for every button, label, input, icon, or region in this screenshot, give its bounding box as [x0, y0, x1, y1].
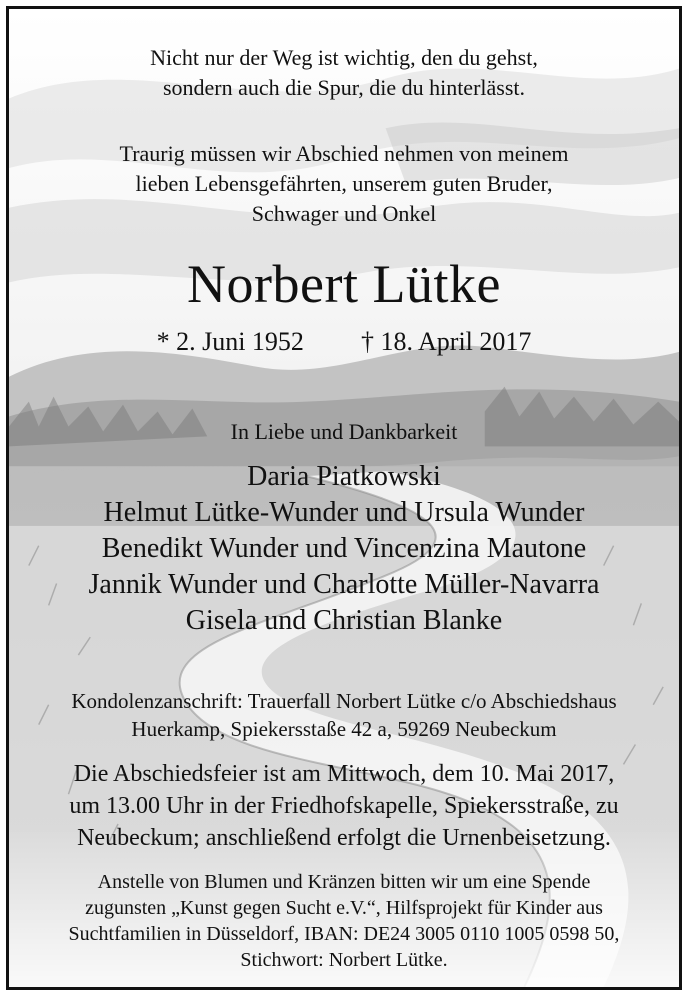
- birth-date: * 2. Juni 1952: [156, 327, 304, 356]
- mourner-name: Daria Piatkowski: [247, 461, 441, 492]
- mourner-name: Gisela und Christian Blanke: [185, 605, 503, 636]
- service-line-3: Neubeckum; anschließend erfolgt die Urnenbeisetzung.: [77, 825, 611, 851]
- gratitude-line: In Liebe und Dankbarkeit: [230, 419, 458, 444]
- intro-line-2: lieben Lebensgefährten, unserem guten Bruder,: [135, 171, 553, 196]
- donation-line-2: zugunsten „Kunst gegen Sucht e.V.“, Hilfsprojekt für Kinder aus: [85, 897, 603, 919]
- deceased-name: Norbert Lütke: [187, 254, 501, 314]
- service-line-1: Die Abschiedsfeier ist am Mittwoch, dem 10. Mai 2017,: [73, 761, 615, 787]
- mourner-name: Benedikt Wunder und Vincenzina Mautone: [101, 533, 587, 564]
- obituary-text: [9, 9, 679, 987]
- donation-line-1: Anstelle von Blumen und Kränzen bitten wir um eine Spende: [97, 871, 591, 893]
- donation-line-3: Suchtfamilien in Düsseldorf, IBAN: DE24 3005 0110 1005 0598 50,: [68, 923, 620, 945]
- motto-line-2: sondern auch die Spur, die du hinterlässt.: [162, 75, 526, 100]
- service-line-2: um 13.00 Uhr in der Friedhofskapelle, Spiekersstraße, zu: [69, 793, 619, 819]
- death-date: † 18. April 2017: [360, 327, 532, 356]
- motto-line-1: Nicht nur der Weg ist wichtig, den du gehst,: [150, 45, 538, 70]
- condolence-address-line-2: Huerkamp, Spiekersstaße 42 a, 59269 Neubeckum: [131, 717, 557, 741]
- mourner-name: Helmut Lütke-Wunder und Ursula Wunder: [103, 497, 585, 528]
- life-dates: [9, 327, 679, 357]
- intro-line-1: Traurig müssen wir Abschied nehmen von meinem: [119, 141, 569, 166]
- donation-line-4: Stichwort: Norbert Lütke.: [240, 949, 448, 971]
- intro-line-3: Schwager und Onkel: [251, 201, 437, 226]
- mourner-name: Jannik Wunder und Charlotte Müller-Navarra: [88, 569, 600, 600]
- obituary-frame: [6, 6, 682, 990]
- condolence-address-line-1: Kondolenzanschrift: Trauerfall Norbert Lütke c/o Abschiedshaus: [71, 689, 617, 713]
